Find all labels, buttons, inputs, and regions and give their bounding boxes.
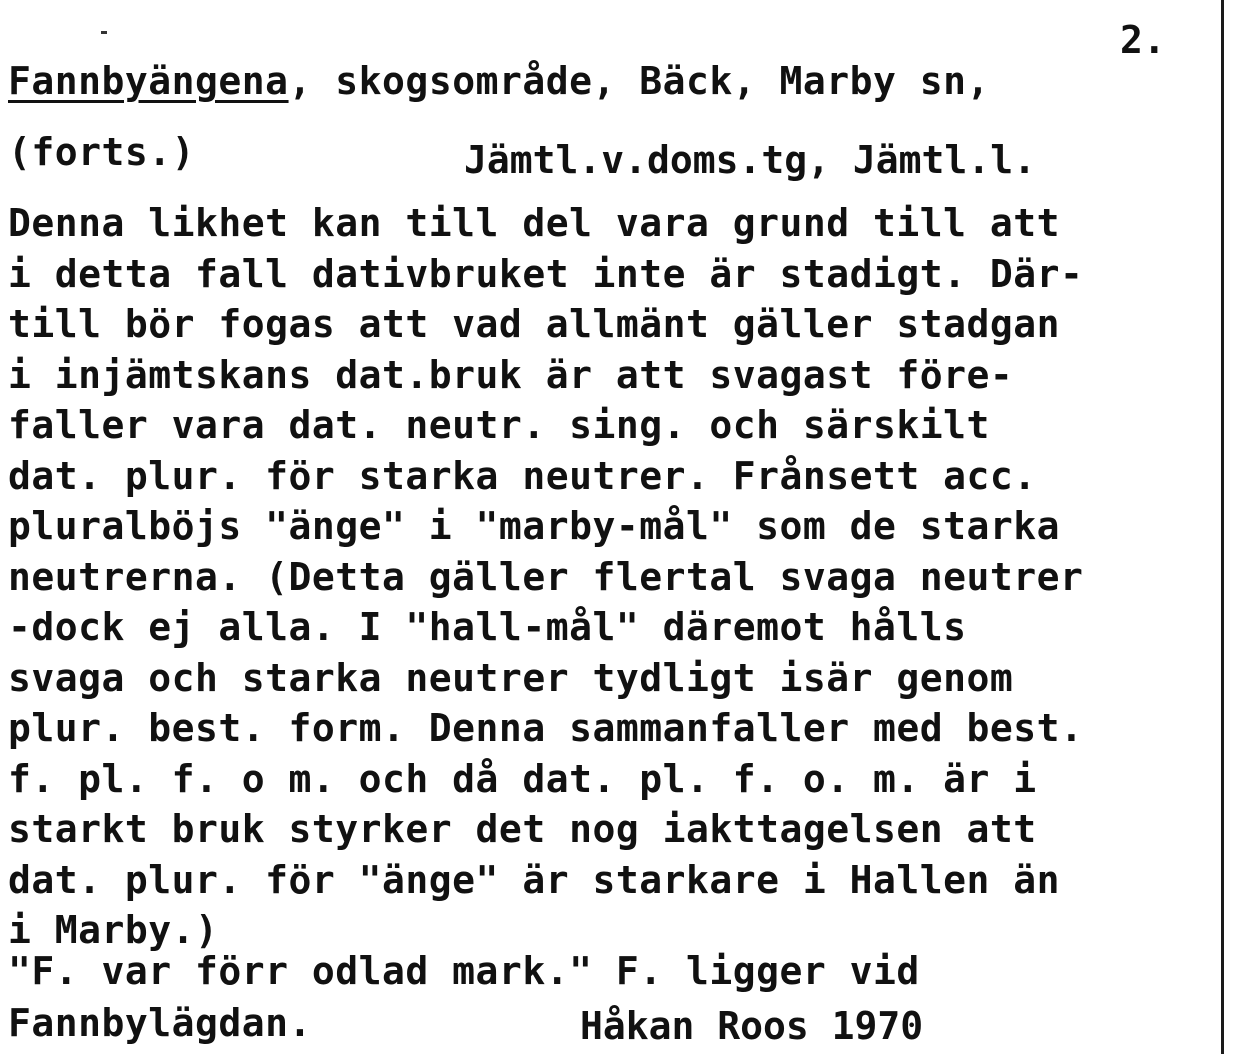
ink-speck [101,31,107,34]
body-line: plur. best. form. Denna sammanfaller med best. [8,706,1084,750]
heading-description: , skogsområde, Bäck, Marby sn, [288,59,990,103]
body-line: dat. plur. för starka neutrer. Frånsett acc. [8,453,1037,498]
body-line: Denna likhet kan till del vara grund till att [8,201,1061,245]
body-line: f. pl. f. o m. och då dat. pl. f. o. m. är i [8,756,1037,801]
body-line: dat. plur. för "änge" är starkare i Hallen än [8,857,1061,902]
card-edge-divider [1221,0,1224,1054]
body-line: i detta fall dativbruket inte är stadigt. Där- [8,251,1084,296]
body-text [8,198,1083,956]
continued-label: (forts.) [8,130,196,174]
body-line: pluralböjs "änge" i "marby-mål" som de starka [8,504,1061,548]
heading-line [8,59,990,103]
closing-line: Fannbylägdan. [8,1001,312,1045]
quote-line: "F. var förr odlad mark." F. ligger vid [8,949,920,993]
body-line: neutrerna. (Detta gäller flertal svaga neutrer [8,554,1084,599]
body-line: -dock ej alla. I "hall-mål" däremot hålls [8,605,967,649]
body-line: i Marby.) [8,908,219,952]
body-line: till bör fogas att vad allmänt gäller stadgan [8,302,1061,346]
body-line: i injämtskans dat.bruk är att svagast före- [8,352,1014,397]
place-name: Fannbyängena [8,59,289,103]
body-line: starkt bruk styrker det nog iakttagelsen att [8,807,1037,851]
page-number: 2. [1120,18,1166,62]
body-line: faller vara dat. neutr. sing. och särskilt [8,403,990,447]
body-line: svaga och starka neutrer tydligt isär genom [8,655,1014,700]
author-signature: Håkan Roos 1970 [580,1004,924,1048]
region-label: Jämtl.v.doms.tg, Jämtl.l. [464,138,1036,182]
